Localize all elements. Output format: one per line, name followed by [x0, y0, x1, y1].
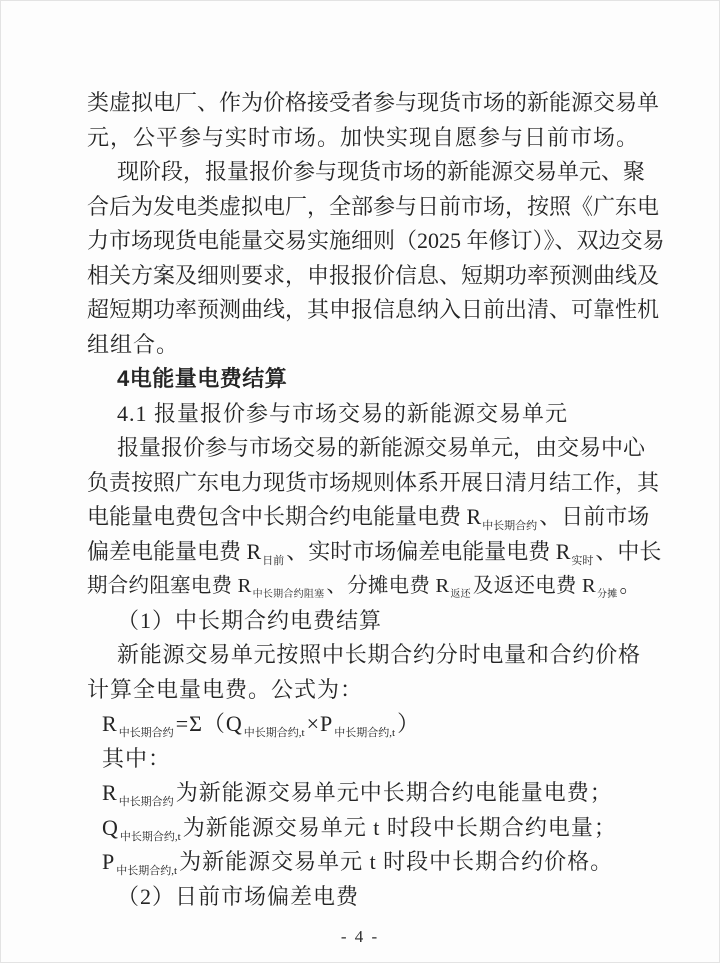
text-segment: 元，公平参与实时市场。加快实现自愿参与日前市场。 [87, 124, 640, 150]
subscript-text: 返还 [450, 589, 471, 600]
subscript-text: 中长期合约,t [334, 727, 396, 739]
subscript-text: 分摊 [596, 589, 618, 600]
subscript-text: 中长期合约 [482, 520, 538, 532]
subscript-text: 中长期合约,t [116, 865, 178, 877]
text-segment: R [102, 711, 118, 736]
text-segment: 负责按照广东电力现货市场规则体系开展日清月结工作，其 [87, 469, 660, 495]
text-segment: R [102, 780, 118, 805]
text-segment: 力市场现货电能量交易实施细则（2025 年修订）》、双边交易 [87, 228, 665, 253]
subscript-text: 中长期合约,t [119, 830, 181, 843]
para-current-stage-line [87, 259, 660, 294]
item-1-midlong-settlement-line [87, 604, 640, 639]
para-current-stage-line [87, 293, 660, 328]
def-Q-line [87, 811, 640, 846]
def-P-line [87, 845, 640, 880]
text-segment: =Σ（Q [175, 711, 243, 736]
formula-midlong-line [87, 707, 640, 742]
para-settlement-line [87, 535, 662, 570]
text-segment: 偏差电能量电费 R [87, 538, 262, 564]
para-current-stage-line [87, 190, 660, 225]
text-segment: 相关方案及细则要求，申报报价信息、短期功率预测曲线及 [87, 262, 660, 288]
text-segment: 合后为发电类虚拟电厂，全部参与日前市场，按照《广东电 [87, 193, 660, 219]
text-segment: 报量报价参与市场交易的新能源交易单元，由交易中心 [117, 435, 646, 460]
text-segment: （1）中长期合约电费结算 [117, 607, 383, 633]
heading-section-4-line [87, 362, 640, 397]
text-segment: 超短期功率预测曲线，其申报信息纳入日前出清、可靠性机 [87, 297, 660, 322]
para-settlement-line [87, 431, 646, 466]
para-settlement-line [87, 500, 650, 535]
text-segment: 计算全电量电费。公式为： [87, 676, 364, 702]
text-segment: 为新能源交易单元 t 时段中长期合约价格。 [179, 849, 614, 874]
para-current-stage-line [87, 155, 646, 190]
para-current-stage-line [87, 328, 640, 363]
text-segment: 其中： [102, 745, 172, 771]
heading-section-4-1-line [87, 397, 640, 432]
page-number: - 4 - [340, 927, 380, 946]
text-segment: 为新能源交易单元 t 时段中长期合约电量； [182, 814, 617, 840]
subscript-text: 日前 [262, 554, 285, 567]
text-segment: 、日前市场 [539, 504, 650, 529]
subscript-text: 中长期合约阻塞 [252, 589, 325, 600]
para-formula-intro-line [87, 638, 640, 673]
subscript-text: 中长期合约,t [243, 727, 305, 739]
text-segment: 4.1 报量报价参与市场交易的新能源交易单元 [117, 400, 569, 426]
text-segment: （2）日前市场偏差电费 [117, 883, 360, 909]
para-settlement-line [87, 466, 660, 501]
text-segment: Q [102, 814, 119, 840]
subscript-text: 实时 [571, 554, 594, 567]
text-segment: 、中长 [595, 538, 662, 564]
text-segment: 期合约阻塞电费 R [87, 575, 252, 597]
where-label-line [87, 742, 640, 777]
text-segment: 组组合。 [87, 331, 180, 357]
para-virtual-plant-line [87, 121, 640, 156]
text-segment: ） [397, 711, 421, 736]
para-virtual-plant-line [87, 86, 660, 121]
text-segment: 、实时市场偏差电能量电费 R [286, 538, 571, 564]
para-formula-intro-line [87, 673, 640, 708]
text-segment: 4电能量电费结算 [117, 366, 288, 391]
text-segment: 。 [619, 575, 640, 597]
text-segment: 、分摊电费 R [326, 575, 450, 597]
text-segment: 及返还电费 R [472, 575, 596, 597]
text-segment: P [102, 849, 116, 874]
text-segment: 新能源交易单元按照中长期合约分时电量和合约价格 [117, 642, 640, 667]
subscript-text: 中长期合约 [118, 727, 174, 739]
text-segment: 类虚拟电厂、作为价格接受者参与现货市场的新能源交易单 [87, 90, 660, 115]
document-body [87, 86, 665, 914]
text-segment: ×P [306, 711, 334, 736]
para-current-stage-line [87, 224, 665, 259]
item-2-dayahead-deviation-line [87, 880, 640, 915]
text-segment: 为新能源交易单元中长期合约电能量电费； [175, 780, 613, 805]
def-R-line [87, 776, 640, 811]
subscript-text: 中长期合约 [118, 796, 174, 808]
text-segment: 现阶段，报量报价参与现货市场的新能源交易单元、聚 [117, 159, 646, 184]
text-segment: 电能量电费包含中长期合约电能量电费 R [87, 504, 482, 529]
para-settlement-line [87, 569, 640, 604]
